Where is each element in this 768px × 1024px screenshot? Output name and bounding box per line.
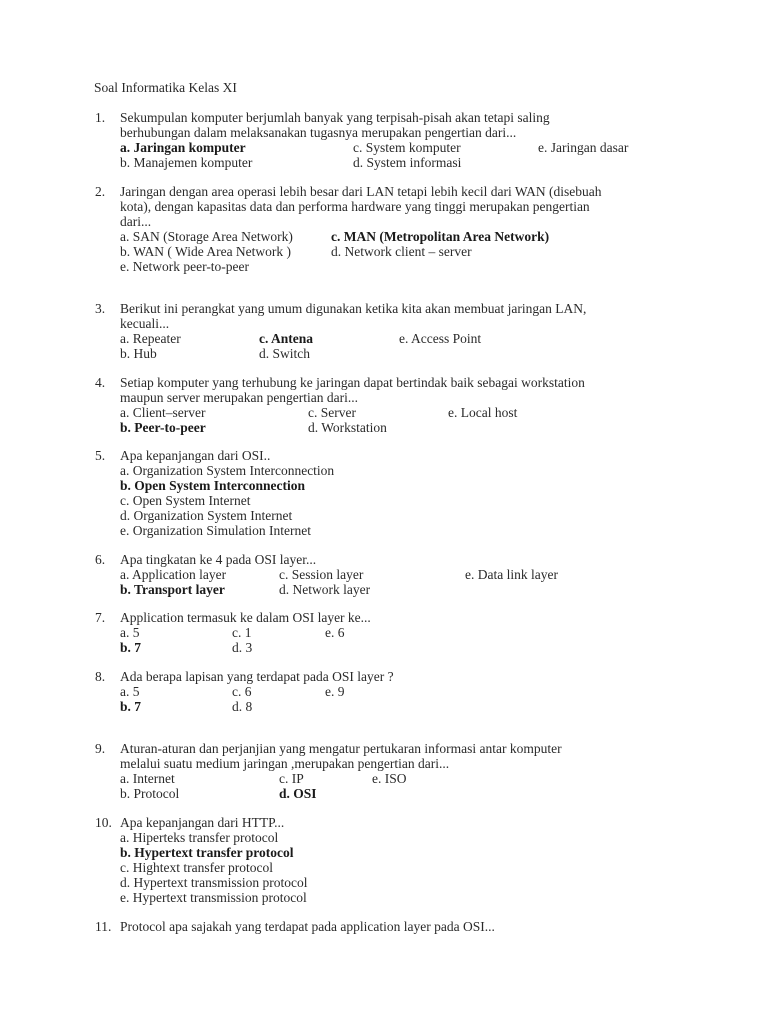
answer-option: d. 8: [232, 699, 253, 714]
question-number: 2.: [95, 184, 106, 199]
question-number: 3.: [95, 301, 106, 316]
question-text: Ada berapa lapisan yang terdapat pada OSI layer ?: [120, 669, 394, 684]
answer-option: a. Client–server: [120, 405, 206, 420]
answer-option: b. Hub: [120, 346, 157, 361]
answer-option: c. 6: [232, 684, 252, 699]
answer-option: e. Data link layer: [465, 567, 558, 582]
answer-option: d. Workstation: [308, 420, 387, 435]
answer-option-correct: b. Peer-to-peer: [120, 420, 206, 435]
answer-option: e. ISO: [372, 771, 407, 786]
answer-option-correct: b. Open System Interconnection: [120, 478, 306, 493]
answer-option: d. Network client – server: [331, 244, 472, 259]
answer-option-correct: b. Hypertext transfer protocol: [120, 845, 294, 860]
answer-option: b. Protocol: [120, 786, 180, 801]
question-text: Berikut ini perangkat yang umum digunakan ketika kita akan membuat jaringan LAN,: [120, 301, 587, 316]
answer-option: e. Hypertext transmission protocol: [120, 890, 307, 905]
question-number: 9.: [95, 741, 106, 756]
answer-option: e. 6: [325, 625, 345, 640]
question-text: Apa kepanjangan dari OSI..: [120, 448, 271, 463]
answer-option: e. Jaringan dasar: [538, 140, 629, 155]
answer-option-correct: b. Transport layer: [120, 582, 225, 597]
question-number: 1.: [95, 110, 106, 125]
answer-option: d. System informasi: [353, 155, 462, 170]
answer-option: a. Repeater: [120, 331, 181, 346]
answer-option: a. 5: [120, 625, 140, 640]
answer-option: e. Organization Simulation Internet: [120, 523, 311, 538]
answer-option: c. Server: [308, 405, 356, 420]
answer-option: c. Hightext transfer protocol: [120, 860, 273, 875]
question-text: Jaringan dengan area operasi lebih besar dari LAN tetapi lebih kecil dari WAN (disebuah: [120, 184, 602, 199]
answer-option-correct: a. Jaringan komputer: [120, 140, 246, 155]
answer-option: a. Hiperteks transfer protocol: [120, 830, 279, 845]
answer-option: e. Network peer-to-peer: [120, 259, 250, 274]
answer-option: d. Hypertext transmission protocol: [120, 875, 308, 890]
answer-option: b. Manajemen komputer: [120, 155, 253, 170]
answer-option: c. Open System Internet: [120, 493, 251, 508]
answer-option: b. WAN ( Wide Area Network ): [120, 244, 292, 259]
question-text: kota), dengan kapasitas data dan performa hardware yang tinggi merupakan pengertian: [120, 199, 590, 214]
question-text: kecuali...: [120, 316, 170, 331]
answer-option: c. 1: [232, 625, 252, 640]
answer-option: a. Organization System Interconnection: [120, 463, 335, 478]
question-number: 6.: [95, 552, 106, 567]
answer-option: d. Organization System Internet: [120, 508, 293, 523]
answer-option: d. Switch: [259, 346, 311, 361]
question-text: Apa tingkatan ke 4 pada OSI layer...: [120, 552, 317, 567]
answer-option: a. SAN (Storage Area Network): [120, 229, 293, 244]
question-text: Apa kepanjangan dari HTTP...: [120, 815, 285, 830]
question-text: Setiap komputer yang terhubung ke jaringan dapat bertindak baik sebagai workstation: [120, 375, 585, 390]
question-number: 4.: [95, 375, 106, 390]
answer-option: e. Access Point: [399, 331, 482, 346]
question-text: dari...: [120, 214, 152, 229]
answer-option-correct: d. OSI: [279, 786, 317, 801]
question-text: Aturan-aturan dan perjanjian yang mengatur pertukaran informasi antar komputer: [120, 741, 562, 756]
answer-option: c. IP: [279, 771, 304, 786]
answer-option: c. System komputer: [353, 140, 461, 155]
question-number: 8.: [95, 669, 106, 684]
question-text: maupun server merupakan pengertian dari...: [120, 390, 359, 405]
answer-option: a. 5: [120, 684, 140, 699]
answer-option: d. Network layer: [279, 582, 371, 597]
question-number: 5.: [95, 448, 106, 463]
answer-option-correct: c. MAN (Metropolitan Area Network): [331, 229, 550, 244]
answer-option: a. Application layer: [120, 567, 227, 582]
question-number: 7.: [95, 610, 106, 625]
question-text: Application termasuk ke dalam OSI layer ke...: [120, 610, 371, 625]
answer-option-correct: b. 7: [120, 640, 142, 655]
question-text: melalui suatu medium jaringan ,merupakan pengertian dari...: [120, 756, 450, 771]
answer-option: e. 9: [325, 684, 345, 699]
answer-option: e. Local host: [448, 405, 518, 420]
answer-option-correct: c. Antena: [259, 331, 313, 346]
answer-option-correct: b. 7: [120, 699, 142, 714]
question-number: 10.: [95, 815, 112, 830]
document-title: Soal Informatika Kelas XI: [94, 80, 237, 95]
question-number: 11.: [95, 919, 112, 934]
question-text: Sekumpulan komputer berjumlah banyak yang terpisah-pisah akan tetapi saling: [120, 110, 550, 125]
answer-option: c. Session layer: [279, 567, 364, 582]
answer-option: a. Internet: [120, 771, 175, 786]
answer-option: d. 3: [232, 640, 253, 655]
question-text: berhubungan dalam melaksanakan tugasnya merupakan pengertian dari...: [120, 125, 517, 140]
question-text: Protocol apa sajakah yang terdapat pada application layer pada OSI...: [120, 919, 495, 934]
